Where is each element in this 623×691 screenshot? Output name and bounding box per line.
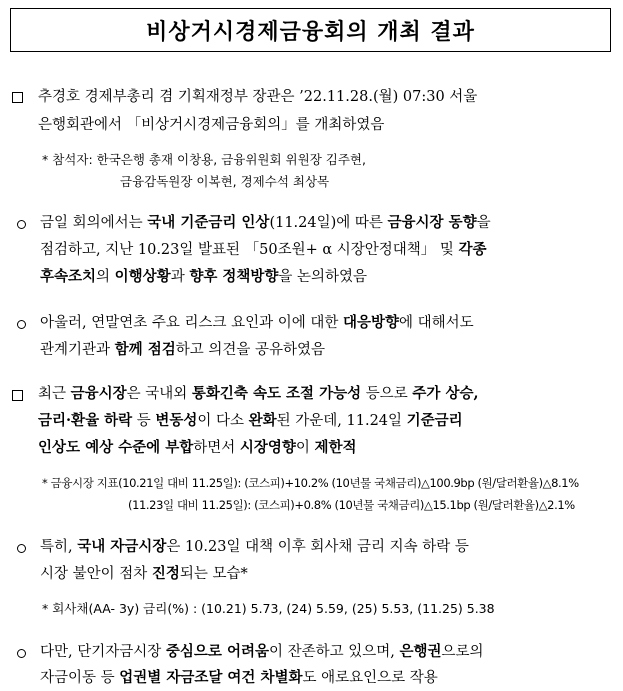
s1-line-2: 은행회관에서 「비상거시경제금융회의」를 개최하였음 — [38, 117, 385, 133]
page-title: 비상거시경제금융회의 개최 결과 — [146, 19, 475, 45]
s1-line-1: 추경호 경제부총리 겸 기획재정부 장관은 ’22.11.28.(월) 07:30 서울 — [38, 89, 478, 105]
s1-note-line-2: 금융감독원장 이복현, 경제수석 최상목 — [120, 174, 330, 189]
b1-line-2: 점검하고, 지난 10.23일 발표된 「50조원+ α 시장안정대책」 및 각종 — [40, 241, 487, 258]
b3-note: * 회사채(AA- 3y) 금리(%) : (10.21) 5.73, (24) 5.59, (25) 5.53, (11.25) 5.38 — [42, 601, 495, 616]
circle-bullet-icon — [17, 649, 26, 658]
b2-line-1: 아울러, 연말연초 주요 리스크 요인과 이에 대한 대응방향에 대해서도 — [40, 314, 474, 331]
s1-note-line-1: * 참석자: 한국은행 총재 이창용, 금융위원회 위원장 김주현, — [42, 152, 366, 167]
b1-line-1: 금일 회의에서는 국내 기준금리 인상(11.24일)에 따른 금융시장 동향을 — [40, 214, 491, 231]
b3-line-2: 시장 불안이 점차 진정되는 모습* — [40, 565, 248, 582]
s2-line-2: 금리·환율 하락 등 변동성이 다소 완화된 가운데, 11.24일 기준금리 — [38, 412, 463, 429]
s2-note-line-1: * 금융시장 지표(10.21일 대비 11.25일): (코스피)+10.2% (10년물 국채금리)△100.9bp (원/달러환율)△8.1% — [42, 476, 579, 490]
circle-bullet-icon — [17, 320, 26, 329]
b1-line-3: 후속조치의 이행상황과 향후 정책방향을 논의하였음 — [40, 268, 368, 285]
s2-line-1: 최근 금융시장은 국내외 통화긴축 속도 조절 가능성 등으로 주가 상승, — [38, 385, 479, 402]
b4-line-1: 다만, 단기자금시장 중심으로 어려움이 잔존하고 있으며, 은행권으로의 — [40, 643, 484, 660]
b2-line-2: 관계기관과 함께 점검하고 의견을 공유하였음 — [40, 341, 326, 358]
title-box — [10, 8, 611, 52]
b3-line-1: 특히, 국내 자금시장은 10.23일 대책 이후 회사채 금리 지속 하락 등 — [40, 538, 469, 555]
circle-bullet-icon — [17, 544, 26, 553]
square-bullet-icon — [12, 92, 23, 103]
s2-line-3: 인상도 예상 수준에 부합하면서 시장영향이 제한적 — [38, 439, 357, 456]
square-bullet-icon — [12, 390, 23, 401]
circle-bullet-icon — [17, 220, 26, 229]
s2-note-line-2: (11.23일 대비 11.25일): (코스피)+0.8% (10년물 국채금리)△15.1bp (원/달러환율)△2.1% — [128, 498, 575, 512]
b4-line-2: 자금이동 등 업권별 자금조달 여건 차별화도 애로요인으로 작용 — [40, 669, 438, 686]
